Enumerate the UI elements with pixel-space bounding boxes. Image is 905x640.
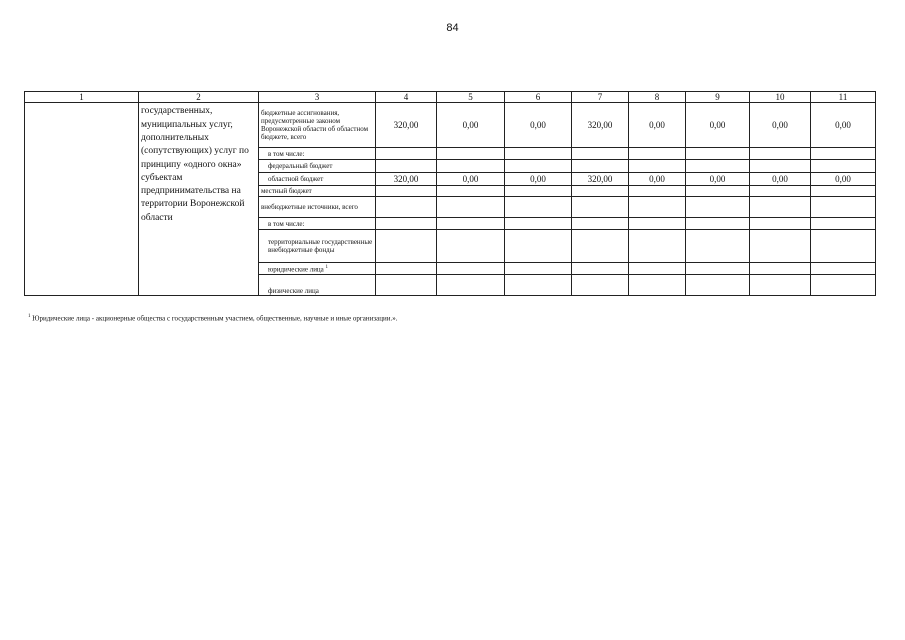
- column-header: 9: [686, 92, 750, 103]
- value-cell: [505, 275, 572, 296]
- value-cell: [629, 230, 686, 263]
- value-cell: [505, 197, 572, 218]
- column-header: 1: [25, 92, 139, 103]
- value-cell: [629, 148, 686, 160]
- value-cell: [437, 160, 505, 173]
- value-cell: [437, 186, 505, 197]
- value-cell: [376, 186, 437, 197]
- row-label-text: юридические лица: [268, 264, 324, 273]
- value-cell: [376, 275, 437, 296]
- value-cell: 0,00: [686, 103, 750, 148]
- value-cell: 320,00: [376, 103, 437, 148]
- value-cell: [750, 197, 811, 218]
- value-cell: [629, 275, 686, 296]
- value-cell: [572, 230, 629, 263]
- footnote-ref: 1: [325, 264, 329, 270]
- value-cell: [629, 160, 686, 173]
- value-cell: [376, 160, 437, 173]
- value-cell: [505, 230, 572, 263]
- row-label: федеральный бюджет: [259, 160, 376, 173]
- value-cell: [750, 230, 811, 263]
- value-cell: [437, 148, 505, 160]
- value-cell: 0,00: [750, 173, 811, 186]
- value-cell: [686, 148, 750, 160]
- value-cell: [750, 160, 811, 173]
- value-cell: [750, 275, 811, 296]
- value-cell: [572, 218, 629, 230]
- value-cell: [629, 218, 686, 230]
- value-cell: 0,00: [505, 173, 572, 186]
- value-cell: [572, 186, 629, 197]
- value-cell: [505, 160, 572, 173]
- value-cell: [750, 148, 811, 160]
- value-cell: [376, 148, 437, 160]
- column-header: 3: [259, 92, 376, 103]
- value-cell: [686, 263, 750, 275]
- value-cell: [811, 230, 876, 263]
- row-label: бюджетные ассигнования, предусмотренные законом Воронежской области об областном бюджете, всего: [259, 103, 376, 148]
- value-cell: [505, 218, 572, 230]
- service-description-cell: государственных, муниципальных услуг, дополнительных (сопутствующих) услуг по принципу «одного окна» субъектам предпринимательства на территории Воронежской области: [139, 103, 259, 296]
- value-cell: [629, 197, 686, 218]
- value-cell: [437, 218, 505, 230]
- value-cell: [811, 148, 876, 160]
- value-cell: 0,00: [686, 173, 750, 186]
- value-cell: 320,00: [376, 173, 437, 186]
- value-cell: [505, 186, 572, 197]
- value-cell: [437, 275, 505, 296]
- value-cell: [437, 197, 505, 218]
- value-cell: 0,00: [437, 103, 505, 148]
- value-cell: [376, 263, 437, 275]
- column-header: 6: [505, 92, 572, 103]
- value-cell: [750, 218, 811, 230]
- column-header: 5: [437, 92, 505, 103]
- column-header: 8: [629, 92, 686, 103]
- value-cell: [376, 197, 437, 218]
- value-cell: [376, 230, 437, 263]
- value-cell: 0,00: [750, 103, 811, 148]
- value-cell: [437, 263, 505, 275]
- budget-table: [24, 91, 876, 296]
- table-header-row: [25, 92, 876, 103]
- value-cell: 0,00: [437, 173, 505, 186]
- row-label: областной бюджет: [259, 173, 376, 186]
- row-label: в том числе:: [259, 218, 376, 230]
- value-cell: [686, 160, 750, 173]
- value-cell: [376, 218, 437, 230]
- value-cell: [811, 186, 876, 197]
- value-cell: 320,00: [572, 103, 629, 148]
- col1-cell: [25, 103, 139, 296]
- value-cell: [505, 263, 572, 275]
- value-cell: [572, 263, 629, 275]
- value-cell: [572, 275, 629, 296]
- value-cell: [811, 275, 876, 296]
- value-cell: [750, 186, 811, 197]
- footnote-text: Юридические лица - акционерные общества с государственным участием, общественные, научные и иные организации.».: [30, 314, 398, 323]
- value-cell: [437, 230, 505, 263]
- column-header: 11: [811, 92, 876, 103]
- row-label: [259, 263, 376, 275]
- row-label: физические лица: [259, 275, 376, 296]
- value-cell: [629, 186, 686, 197]
- footnote-mark: 1: [28, 314, 31, 319]
- value-cell: [572, 148, 629, 160]
- value-cell: [572, 160, 629, 173]
- column-header: 7: [572, 92, 629, 103]
- value-cell: [505, 148, 572, 160]
- row-label: внебюджетные источники, всего: [259, 197, 376, 218]
- value-cell: [686, 230, 750, 263]
- value-cell: 0,00: [629, 173, 686, 186]
- row-label: территориальные государственные внебюджетные фонды: [259, 230, 376, 263]
- table-row: [25, 103, 876, 148]
- value-cell: [629, 263, 686, 275]
- value-cell: [811, 197, 876, 218]
- value-cell: 0,00: [505, 103, 572, 148]
- column-header: 10: [750, 92, 811, 103]
- value-cell: [811, 160, 876, 173]
- row-label: местный бюджет: [259, 186, 376, 197]
- value-cell: [686, 197, 750, 218]
- value-cell: [686, 275, 750, 296]
- column-header: 2: [139, 92, 259, 103]
- row-label: в том числе:: [259, 148, 376, 160]
- value-cell: 320,00: [572, 173, 629, 186]
- value-cell: 0,00: [629, 103, 686, 148]
- value-cell: 0,00: [811, 103, 876, 148]
- value-cell: [686, 186, 750, 197]
- value-cell: [572, 197, 629, 218]
- value-cell: [811, 218, 876, 230]
- page-number: 84: [446, 22, 459, 34]
- value-cell: [811, 263, 876, 275]
- column-header: 4: [376, 92, 437, 103]
- value-cell: [686, 218, 750, 230]
- value-cell: 0,00: [811, 173, 876, 186]
- value-cell: [750, 263, 811, 275]
- footnote: [28, 314, 397, 322]
